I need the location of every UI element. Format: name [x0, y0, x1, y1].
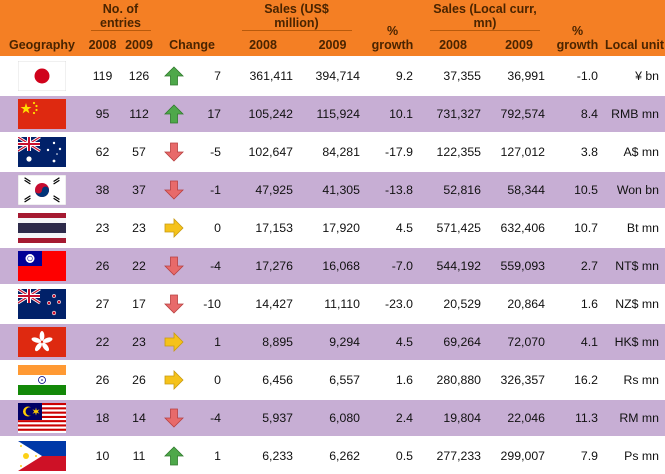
table-row — [0, 437, 665, 474]
local-growth-cell: 10.7 — [551, 209, 604, 247]
taiwan-flag — [0, 251, 84, 281]
table-row — [0, 399, 665, 437]
local-2008-header: 2008 — [439, 38, 467, 52]
usd-growth-cell: -13.8 — [366, 171, 419, 209]
usd-2009-cell: 6,262 — [299, 437, 366, 474]
entries-2009-cell: 23 — [121, 323, 157, 361]
usd-growth-cell: 9.2 — [366, 57, 419, 95]
local-growth-cell: 11.3 — [551, 399, 604, 437]
arrow-down-icon — [157, 285, 190, 323]
local-2009-cell: 299,007 — [487, 437, 551, 474]
change-cell: -4 — [190, 399, 227, 437]
usd-2008-cell: 361,411 — [227, 57, 299, 95]
entries-2008-cell: 27 — [84, 285, 121, 323]
local-2009-cell: 20,864 — [487, 285, 551, 323]
table-row — [0, 95, 665, 133]
entries-2009-cell: 26 — [121, 361, 157, 399]
entries-2009-header: 2009 — [125, 38, 153, 52]
arrow-right-icon — [157, 361, 190, 399]
table-row — [0, 361, 665, 399]
local-2009-cell: 58,344 — [487, 171, 551, 209]
entries-2009-cell: 14 — [121, 399, 157, 437]
sales-usd-header: Sales (US$ million) — [242, 2, 352, 31]
local-2009-cell: 36,991 — [487, 57, 551, 95]
local-2008-cell: 280,880 — [419, 361, 487, 399]
change-cell: -4 — [190, 247, 227, 285]
australia-flag — [0, 137, 84, 167]
local-2008-cell: 19,804 — [419, 399, 487, 437]
local-2008-cell: 122,355 — [419, 133, 487, 171]
usd-2009-cell: 9,294 — [299, 323, 366, 361]
usd-2009-cell: 17,920 — [299, 209, 366, 247]
local-2009-cell: 792,574 — [487, 95, 551, 133]
entries-2008-cell: 26 — [84, 361, 121, 399]
local-2008-cell: 731,327 — [419, 95, 487, 133]
change-cell: 0 — [190, 209, 227, 247]
arrow-down-icon — [157, 399, 190, 437]
local-2008-cell: 571,425 — [419, 209, 487, 247]
usd-growth-cell: 4.5 — [366, 323, 419, 361]
arrow-right-icon — [157, 323, 190, 361]
japan-flag — [0, 61, 84, 91]
entries-2008-cell: 22 — [84, 323, 121, 361]
entries-2008-cell: 23 — [84, 209, 121, 247]
local-2008-cell: 52,816 — [419, 171, 487, 209]
local-2009-cell: 22,046 — [487, 399, 551, 437]
entries-header: No. of entries — [91, 2, 151, 31]
table-body — [0, 57, 665, 474]
change-cell: 0 — [190, 361, 227, 399]
entries-2009-cell: 57 — [121, 133, 157, 171]
table-row — [0, 133, 665, 171]
usd-2009-cell: 11,110 — [299, 285, 366, 323]
entries-2009-cell: 17 — [121, 285, 157, 323]
usd-growth-cell: 2.4 — [366, 399, 419, 437]
local-growth-cell: -1.0 — [551, 57, 604, 95]
usd-2009-cell: 115,924 — [299, 95, 366, 133]
usd-2009-cell: 6,557 — [299, 361, 366, 399]
usd-growth-header: % growth — [371, 24, 414, 52]
local-unit-cell: ¥ bn — [604, 57, 665, 95]
usd-2009-cell: 6,080 — [299, 399, 366, 437]
usd-2008-cell: 6,233 — [227, 437, 299, 474]
usd-growth-cell: 4.5 — [366, 209, 419, 247]
sales-local-header: Sales (Local curr, mn) — [430, 2, 540, 31]
local-growth-cell: 8.4 — [551, 95, 604, 133]
usd-2009-cell: 84,281 — [299, 133, 366, 171]
entries-2009-cell: 23 — [121, 209, 157, 247]
entries-2009-cell: 37 — [121, 171, 157, 209]
entries-2008-cell: 18 — [84, 399, 121, 437]
usd-2008-cell: 105,242 — [227, 95, 299, 133]
local-growth-cell: 2.7 — [551, 247, 604, 285]
usd-growth-cell: 0.5 — [366, 437, 419, 474]
usd-2008-cell: 17,153 — [227, 209, 299, 247]
local-unit-cell: Ps mn — [604, 437, 665, 474]
usd-growth-cell: -17.9 — [366, 133, 419, 171]
usd-2008-cell: 102,647 — [227, 133, 299, 171]
local-2008-cell: 37,355 — [419, 57, 487, 95]
thailand-flag — [0, 213, 84, 243]
local-unit-cell: RM mn — [604, 399, 665, 437]
local-2008-cell: 277,233 — [419, 437, 487, 474]
local-growth-cell: 16.2 — [551, 361, 604, 399]
table-row — [0, 247, 665, 285]
local-2009-cell: 632,406 — [487, 209, 551, 247]
arrow-up-icon — [157, 57, 190, 95]
entries-2008-cell: 26 — [84, 247, 121, 285]
usd-2009-cell: 394,714 — [299, 57, 366, 95]
usd-2009-cell: 41,305 — [299, 171, 366, 209]
local-unit-cell: Won bn — [604, 171, 665, 209]
local-2009-cell: 559,093 — [487, 247, 551, 285]
local-2008-cell: 69,264 — [419, 323, 487, 361]
geography-header: Geography — [9, 38, 75, 52]
entries-2009-cell: 126 — [121, 57, 157, 95]
arrow-down-icon — [157, 133, 190, 171]
usd-2008-cell: 17,276 — [227, 247, 299, 285]
hong-kong-flag — [0, 327, 84, 357]
usd-2008-cell: 6,456 — [227, 361, 299, 399]
local-growth-cell: 1.6 — [551, 285, 604, 323]
entries-2009-cell: 22 — [121, 247, 157, 285]
change-cell: -1 — [190, 171, 227, 209]
entries-2009-cell: 11 — [121, 437, 157, 474]
usd-2008-cell: 14,427 — [227, 285, 299, 323]
malaysia-flag — [0, 403, 84, 433]
entries-2009-cell: 112 — [121, 95, 157, 133]
change-cell: 17 — [190, 95, 227, 133]
usd-growth-cell: -23.0 — [366, 285, 419, 323]
change-cell: -5 — [190, 133, 227, 171]
change-cell: -10 — [190, 285, 227, 323]
local-2008-cell: 544,192 — [419, 247, 487, 285]
local-unit-cell: HK$ mn — [604, 323, 665, 361]
india-flag — [0, 365, 84, 395]
usd-2008-cell: 8,895 — [227, 323, 299, 361]
local-unit-header: Local unit — [604, 38, 665, 52]
arrow-down-icon — [157, 247, 190, 285]
entries-2008-cell: 62 — [84, 133, 121, 171]
arrow-down-icon — [157, 171, 190, 209]
table-row — [0, 209, 665, 247]
local-unit-cell: RMB mn — [604, 95, 665, 133]
local-unit-cell: Rs mn — [604, 361, 665, 399]
usd-2009-cell: 16,068 — [299, 247, 366, 285]
philippines-flag — [0, 441, 84, 471]
china-flag — [0, 99, 84, 129]
usd-2008-cell: 5,937 — [227, 399, 299, 437]
usd-2009-header: 2009 — [318, 38, 347, 52]
local-2008-cell: 20,529 — [419, 285, 487, 323]
local-2009-header: 2009 — [505, 38, 533, 52]
local-unit-cell: NZ$ mn — [604, 285, 665, 323]
usd-growth-cell: 1.6 — [366, 361, 419, 399]
change-header: Change — [169, 38, 215, 52]
south-korea-flag — [0, 175, 84, 205]
usd-growth-cell: 10.1 — [366, 95, 419, 133]
new-zealand-flag — [0, 289, 84, 319]
local-growth-cell: 4.1 — [551, 323, 604, 361]
entries-2008-cell: 38 — [84, 171, 121, 209]
table-row — [0, 285, 665, 323]
change-cell: 7 — [190, 57, 227, 95]
local-growth-cell: 10.5 — [551, 171, 604, 209]
arrow-up-icon — [157, 437, 190, 474]
local-unit-cell: Bt mn — [604, 209, 665, 247]
entries-2008-cell: 10 — [84, 437, 121, 474]
local-unit-cell: NT$ mn — [604, 247, 665, 285]
change-cell: 1 — [190, 437, 227, 474]
local-growth-cell: 3.8 — [551, 133, 604, 171]
change-cell: 1 — [190, 323, 227, 361]
table-row — [0, 171, 665, 209]
local-unit-cell: A$ mn — [604, 133, 665, 171]
table-row — [0, 323, 665, 361]
arrow-right-icon — [157, 209, 190, 247]
usd-growth-cell: -7.0 — [366, 247, 419, 285]
arrow-up-icon — [157, 95, 190, 133]
usd-2008-header: 2008 — [249, 38, 277, 52]
local-2009-cell: 72,070 — [487, 323, 551, 361]
local-2009-cell: 326,357 — [487, 361, 551, 399]
table-row — [0, 57, 665, 95]
entries-2008-header: 2008 — [88, 38, 117, 52]
usd-2008-cell: 47,925 — [227, 171, 299, 209]
local-2009-cell: 127,012 — [487, 133, 551, 171]
entries-2008-cell: 95 — [84, 95, 121, 133]
local-growth-cell: 7.9 — [551, 437, 604, 474]
entries-2008-cell: 119 — [84, 57, 121, 95]
local-growth-header: % growth — [556, 24, 599, 52]
